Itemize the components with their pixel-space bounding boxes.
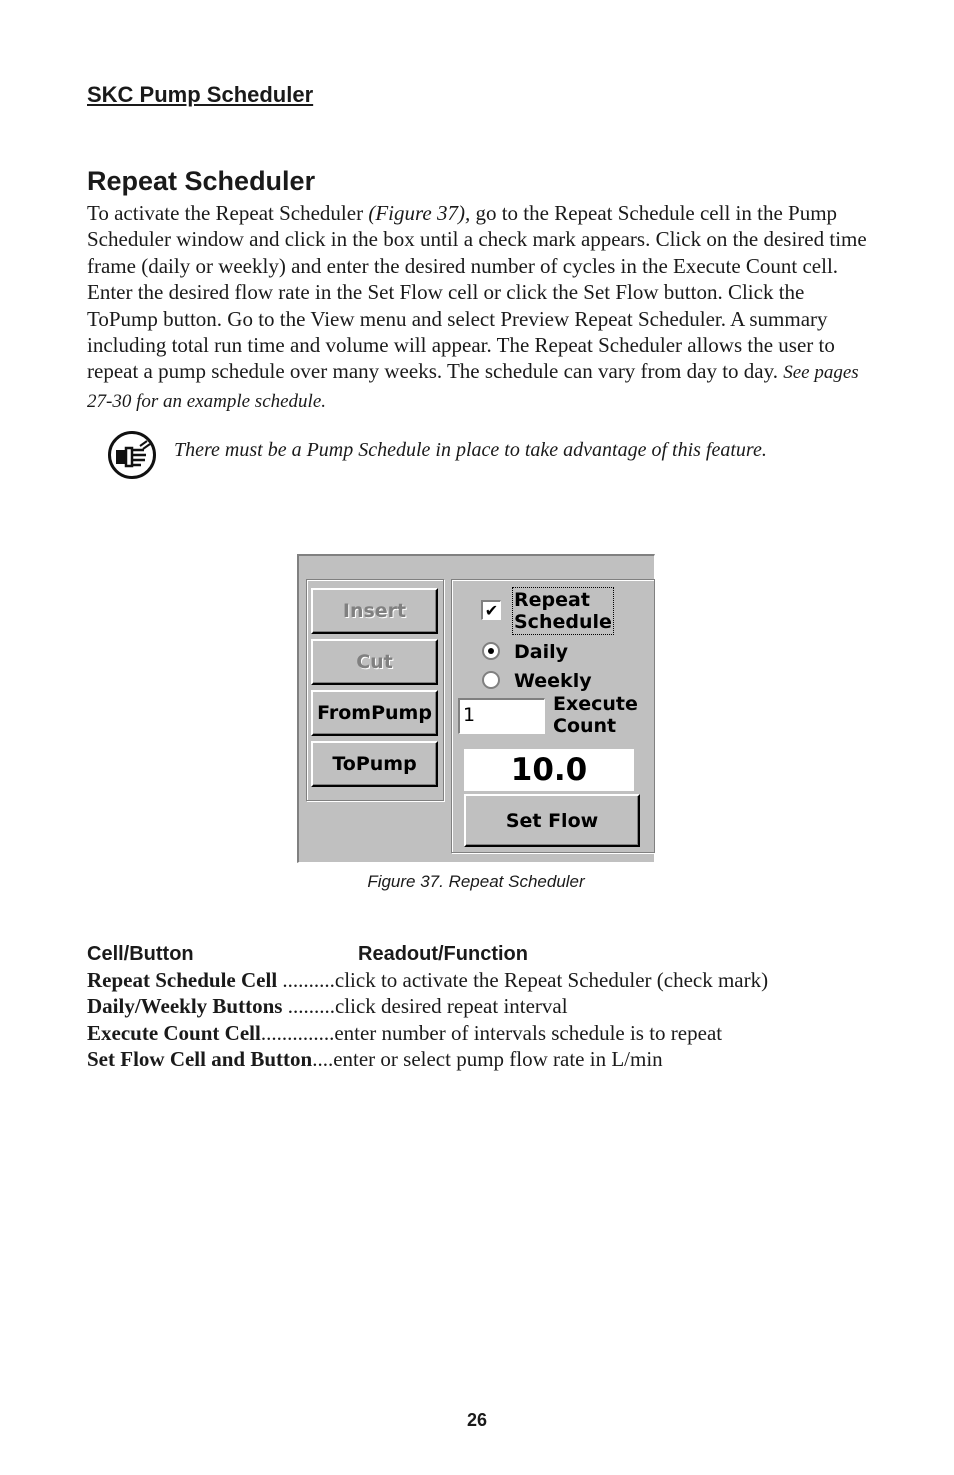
- row-desc: enter number of intervals schedule is to repeat: [334, 1021, 723, 1045]
- cut-button[interactable]: Cut: [311, 639, 438, 685]
- row-leader: ....: [312, 1047, 334, 1071]
- execute-count-label: [553, 693, 638, 737]
- row-name: Set Flow Cell and Button: [87, 1047, 313, 1071]
- set-flow-button[interactable]: Set Flow: [464, 794, 640, 847]
- flow-rate-display[interactable]: 10.0: [464, 749, 634, 791]
- daily-label: Daily: [514, 641, 569, 663]
- repeat-label-line2: Schedule: [514, 611, 612, 633]
- table-row: [87, 994, 568, 1019]
- radio-selected-dot: [488, 648, 494, 654]
- table-row: [87, 1047, 663, 1072]
- note-text: There must be a Pump Schedule in place to take advantage of this feature.: [174, 439, 767, 461]
- weekly-label: Weekly: [514, 670, 592, 692]
- row-desc: click to activate the Repeat Scheduler (check mark): [334, 968, 769, 992]
- body-text-a: To activate the Repeat Scheduler: [87, 201, 369, 225]
- row-leader: ..............: [260, 1021, 335, 1045]
- repeat-scheduler-figure: [297, 554, 655, 863]
- row-desc: enter or select pump flow rate in L/min: [333, 1047, 663, 1071]
- table-row: [87, 1021, 722, 1046]
- row-name: Execute Count Cell: [87, 1021, 261, 1045]
- weekly-radio[interactable]: [482, 671, 500, 689]
- row-leader: ..........: [277, 968, 335, 992]
- execute-label-line1: Execute: [553, 693, 638, 715]
- from-pump-button[interactable]: FromPump: [311, 690, 438, 736]
- body-paragraph: [87, 200, 877, 415]
- page-number: 26: [466, 1410, 488, 1430]
- to-pump-button[interactable]: ToPump: [311, 741, 438, 787]
- daily-radio[interactable]: [482, 642, 500, 660]
- section-title: Repeat Scheduler: [87, 166, 316, 196]
- column-header-cell-button: Cell/Button: [87, 943, 194, 965]
- body-text-b: go to the Repeat Schedule cell in the Pump Scheduler window and click in the box until a check mark appears. Click on the desired time frame (daily or weekly) and enter the desired number of cycles in the Execute Count cell. Enter the desired flow rate in the Set Flow cell or click the Set Flow button. Click the ToPump button. Go to the View menu and select Preview Repeat Scheduler. A summary including total run time and volume will appear. The Repeat Scheduler allows the user to repeat a pump schedule over many weeks. The schedule can vary from day to day.: [87, 201, 867, 384]
- note-hand-icon: [107, 430, 157, 480]
- row-leader: .........: [282, 994, 335, 1018]
- row-desc: click desired repeat interval: [334, 994, 568, 1018]
- insert-button[interactable]: Insert: [311, 588, 438, 634]
- row-name: Daily/Weekly Buttons: [87, 994, 283, 1018]
- see-pages-note: See pages 27-30 for an example schedule.: [87, 362, 859, 412]
- figure-caption: Figure 37. Repeat Scheduler: [367, 872, 585, 891]
- repeat-schedule-label: [514, 589, 612, 633]
- execute-label-line2: Count: [553, 715, 617, 737]
- execute-count-input[interactable]: 1: [458, 698, 545, 734]
- repeat-label-line1: Repeat: [514, 589, 590, 611]
- row-name: Repeat Schedule Cell: [87, 968, 278, 992]
- repeat-schedule-checkbox[interactable]: ✔: [481, 600, 501, 620]
- figure-reference: (Figure 37),: [368, 201, 471, 225]
- running-header: SKC Pump Scheduler: [87, 82, 314, 107]
- column-header-readout: Readout/Function: [358, 943, 528, 965]
- table-row: [87, 968, 768, 993]
